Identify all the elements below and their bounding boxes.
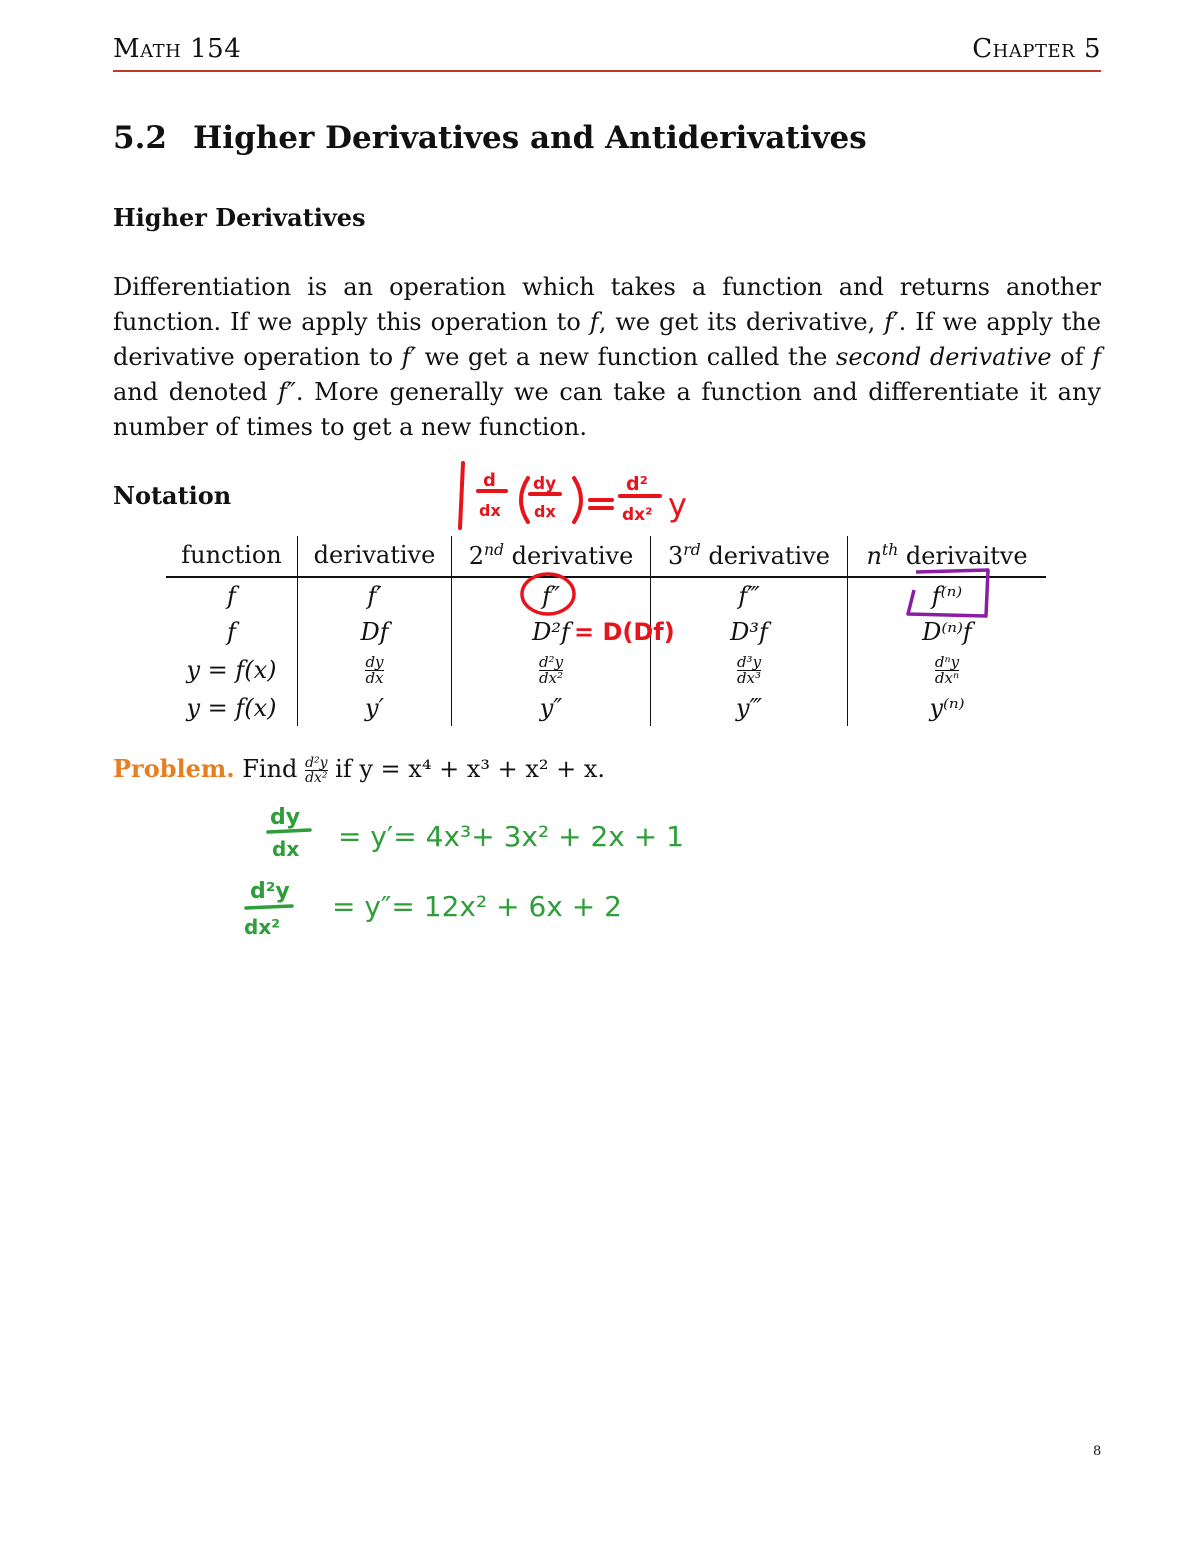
header-text: derivative	[700, 541, 830, 570]
para-text: and denoted	[113, 378, 279, 406]
header-function: function	[166, 536, 298, 577]
red-d2f-note: = D(Df)	[574, 618, 675, 646]
table-cell: f‴	[651, 577, 848, 614]
course-label: Math 154	[113, 34, 242, 64]
green-line2-den: dx²	[244, 915, 280, 939]
red-eq-den1: dx	[479, 501, 501, 520]
red-eq-num1: d	[483, 470, 496, 491]
problem-text: if y = x⁴ + x³ + x² + x.	[327, 755, 606, 783]
table-cell: y = f(x)	[166, 650, 298, 690]
green-frac-bar	[246, 906, 292, 908]
math-f-prime: f′	[884, 308, 899, 336]
fraction-num: d²y	[538, 652, 564, 671]
math-f-double-prime: f″	[278, 378, 296, 406]
table-cell: y′	[298, 690, 452, 726]
red-eq-y: y	[668, 486, 687, 524]
table-cell: y = f(x)	[166, 690, 298, 726]
table-cell: f	[166, 577, 298, 614]
green-line1-num: dy	[270, 805, 301, 830]
green-line2: = y″= 12x² + 6x + 2	[332, 890, 622, 923]
header-derivative: derivative	[298, 536, 452, 577]
red-paren-right	[574, 478, 581, 522]
fraction-den: dx²	[538, 668, 564, 687]
table-cell: y⁽ⁿ⁾	[929, 694, 965, 722]
red-eq-right-num: d²	[626, 473, 648, 495]
table-cell: D³f	[651, 614, 848, 650]
green-line2-num: d²y	[250, 879, 290, 904]
table-cell: f′	[298, 577, 452, 614]
header-num: 3	[667, 541, 684, 570]
page-number: 8	[1093, 1444, 1102, 1459]
green-line1-den: dx	[272, 837, 300, 861]
red-eq-right-den: dx²	[622, 505, 653, 525]
red-paren-left	[521, 478, 528, 522]
problem-find: Find	[242, 755, 298, 783]
para-text: . If we apply the derivative operation to	[113, 308, 1101, 371]
fraction-num: d²y	[305, 755, 328, 771]
para-text: of	[1051, 343, 1093, 371]
para-text: we get a new function called the	[416, 343, 836, 371]
table-cell: f″	[452, 577, 651, 614]
fraction-num: dⁿy	[934, 652, 960, 671]
fraction-den: dx²	[305, 770, 328, 786]
emphasis-second-derivative: second derivative	[836, 343, 1052, 371]
chapter-label: Chapter 5	[972, 34, 1101, 64]
fraction-num: dy	[365, 652, 384, 671]
header-text: derivaitve	[898, 541, 1028, 570]
table-cell: f	[166, 614, 298, 650]
para-text: . More generally we can take a function and differentiate it any number of times to get a new function.	[113, 378, 1101, 441]
subsection-title: Higher Derivatives	[113, 203, 366, 232]
para-text: Differentiation is an operation which takes a function and returns another function. If we apply this operation to	[113, 273, 1101, 336]
red-eq-inner-num: dy	[533, 474, 557, 494]
header-sup: th	[881, 540, 899, 559]
fraction-den: dxⁿ	[934, 668, 960, 687]
table-cell: Df	[298, 614, 452, 650]
fraction-den: dx	[365, 668, 384, 687]
red-eq-inner-den: dx	[534, 502, 556, 521]
math-f: f	[589, 308, 599, 336]
table-cell: y‴	[651, 690, 848, 726]
header-text: derivative	[504, 541, 634, 570]
fraction-num: d³y	[736, 652, 762, 671]
problem-label: Problem.	[113, 754, 235, 783]
math-f-prime: f′	[401, 343, 417, 371]
green-line1: = y′= 4x³+ 3x² + 2x + 1	[338, 820, 684, 853]
math-f: f	[1092, 343, 1102, 371]
table-cell: D²f	[452, 614, 651, 650]
red-bar-stroke	[460, 463, 463, 528]
section-number: 5.2	[113, 120, 167, 156]
table-cell: f⁽ⁿ⁾	[931, 582, 963, 610]
purple-box-annotation	[908, 570, 988, 616]
section-title-text: Higher Derivatives and Antiderivatives	[193, 120, 867, 156]
header-num: n	[866, 541, 882, 570]
header-num: 2	[468, 541, 484, 570]
red-circle-annotation	[522, 574, 574, 614]
green-frac-bar	[268, 830, 310, 832]
header-sup: nd	[483, 540, 504, 559]
notation-heading: Notation	[113, 481, 232, 510]
table-cell: D⁽ⁿ⁾f	[922, 618, 972, 646]
para-text: , we get its derivative,	[598, 308, 885, 336]
fraction-den: dx³	[736, 668, 762, 687]
table-cell: y″	[452, 690, 651, 726]
header-sup: rd	[683, 540, 701, 559]
red-equals	[590, 500, 612, 508]
